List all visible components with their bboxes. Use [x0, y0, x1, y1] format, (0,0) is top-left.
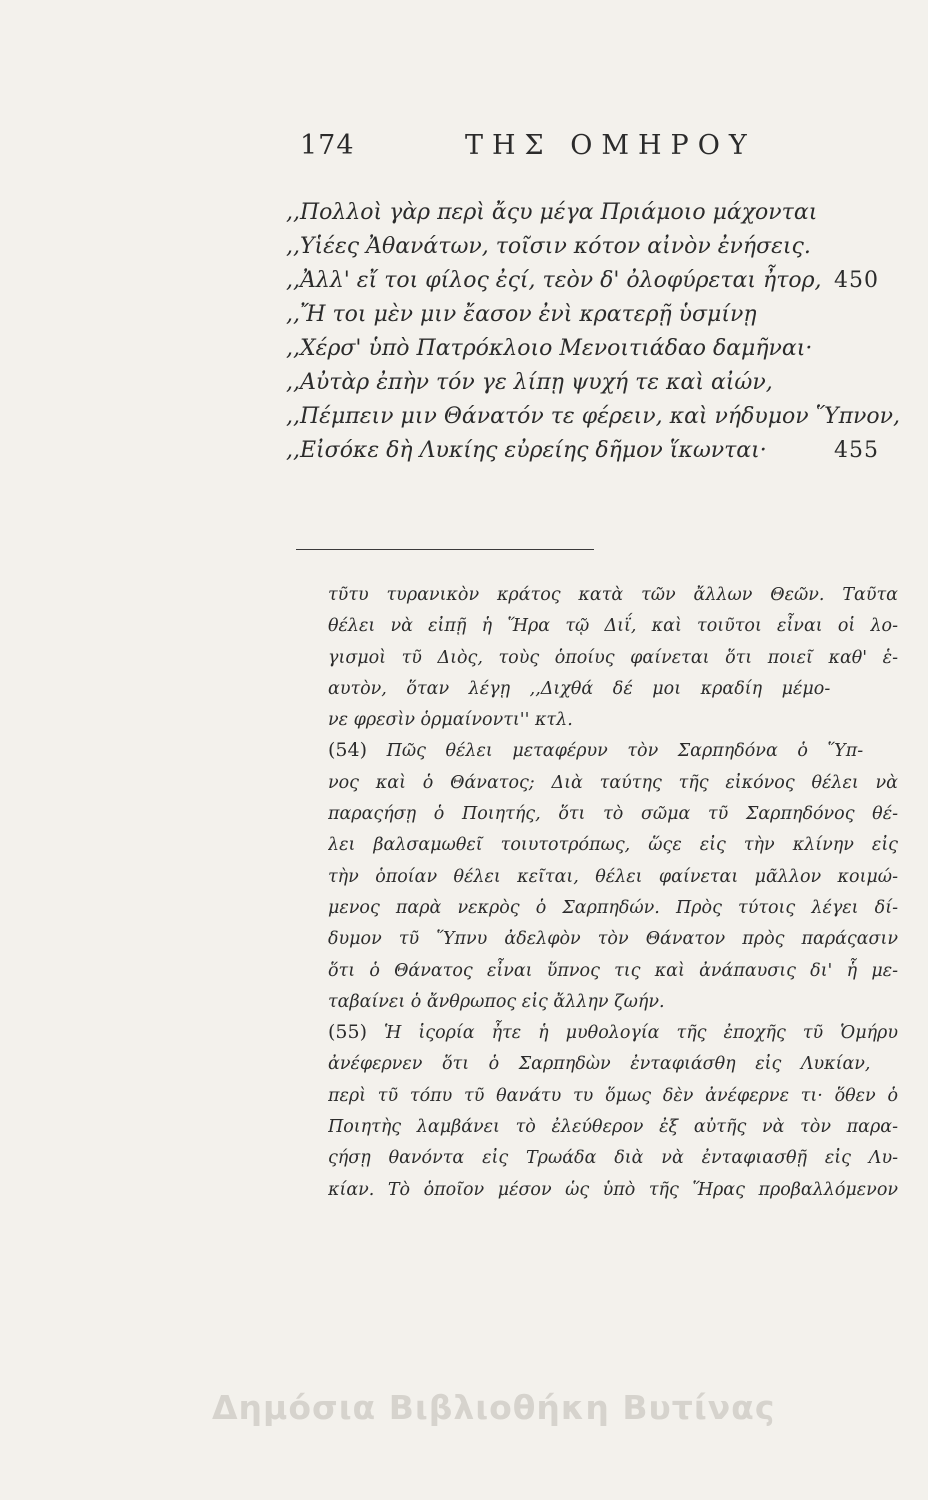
- running-title: ΤΗΣ ΟΜΗΡΟΥ: [465, 130, 756, 161]
- commentary-text: Ἡ ἱςορία ἦτε ἡ μυθολογία τῆς ἐποχῆς τῦ Ὁμήρυ: [384, 1023, 898, 1044]
- commentary-line: [328, 767, 898, 798]
- commentary-line: [328, 1111, 898, 1142]
- commentary-text: τῦτυ τυρανικὸν κράτος κατὰ τῶν ἄλλων Θεῶν. Ταῦτα: [328, 585, 898, 605]
- verse-text: ,,Ἀλλ' εἴ τοι φίλος ἐςί, τεὸν δ' ὀλοφύρεται ἦτορ,: [286, 268, 822, 293]
- line-number: 450: [834, 268, 879, 293]
- verse-text: ,,Χέρσ' ὑπὸ Πατρόκλοιο Μενοιτιάδαο δαμῆναι·: [286, 336, 813, 361]
- commentary-text: νος καὶ ὁ Θάνατος; Διὰ ταύτης τῆς εἰκόνος θέλει νὰ: [328, 772, 898, 793]
- commentary-text: περὶ τῦ τόπυ τῦ θανάτυ τυ ὅμως δὲν ἀνέφερνε τι· ὅθεν ὁ: [328, 1085, 898, 1106]
- verse-line: [286, 400, 926, 434]
- commentary-text: παραςήσῃ ὁ Ποιητής, ὅτι τὸ σῶμα τῦ Σαρπηδόνος θέ-: [328, 804, 898, 825]
- commentary-text: ὅτι ὁ Θάνατος εἶναι ὕπνος τις καὶ ἀνάπαυσις δι' ἧ με-: [328, 960, 898, 981]
- verse-line: [286, 196, 926, 230]
- commentary-block: [328, 579, 898, 1205]
- verse-line: [286, 264, 926, 298]
- commentary-line: [328, 829, 898, 860]
- verse-line: [286, 366, 926, 400]
- verse-line: [286, 332, 926, 366]
- commentary-line: [328, 955, 898, 986]
- commentary-text: τὴν ὁποίαν θέλει κεῖται, θέλει φαίνεται μᾶλλον κοιμώ-: [328, 866, 898, 887]
- verse-text: ,,Πολλοὶ γὰρ περὶ ἄςυ μέγα Πριάμοιο μάχονται: [286, 200, 818, 225]
- commentary-text: αυτὸν, ὅταν λέγῃ ,,Διχθά δέ μοι κραδίη μέμο-: [328, 678, 831, 699]
- commentary-text: μενος παρὰ νεκρὸς ὁ Σαρπηδών. Πρὸς τύτοις λέγει δί-: [328, 897, 898, 918]
- commentary-line: [328, 861, 898, 892]
- note-number: (55): [328, 1021, 368, 1044]
- commentary-text: ἀνέφερνεν ὅτι ὁ Σαρπηδὼν ἐνταφιάσθη εἰς Λυκίαν,: [328, 1054, 871, 1075]
- commentary-text: δυμον τῦ Ὕπνυ ἀδελφὸν τὸν Θάνατον πρὸς παράςασιν: [328, 929, 898, 950]
- commentary-line: [328, 704, 898, 735]
- commentary-line: [328, 923, 898, 954]
- commentary-text: γισμοὶ τῦ Διὸς, τοὺς ὁποίυς φαίνεται ὅτι ποιεῖ καθ' ἑ-: [328, 647, 898, 668]
- commentary-line: [328, 610, 898, 641]
- verse-text: ,,Πέμπειν μιν Θάνατόν τε φέρειν, καὶ νήδυμον Ὕπνον,: [286, 404, 901, 429]
- verse-block: [286, 196, 926, 468]
- commentary-line: [328, 892, 898, 923]
- commentary-text: ςήσῃ θανόντα εἰς Τρωάδα διὰ νὰ ἐνταφιασθῇ εἰς Λυ-: [328, 1148, 898, 1169]
- commentary-line: [328, 673, 898, 704]
- verse-line: [286, 230, 926, 264]
- library-watermark: Δημόσια Βιβλιοθήκη Βυτίνας: [212, 1388, 776, 1427]
- verse-text: ,,Εἰσόκε δὴ Λυκίης εὐρείης δῆμον ἵκωνται·: [286, 438, 767, 463]
- commentary-line: [328, 1080, 898, 1111]
- commentary-text: κίαν. Τὸ ὁποῖον μέσον ὡς ὑπὸ τῆς Ἥρας προβαλλόμενον: [328, 1179, 898, 1200]
- page-header: [300, 130, 800, 170]
- verse-text: ,,Αὐτὰρ ἐπὴν τόν γε λίπῃ ψυχή τε καὶ αἰών,: [286, 370, 773, 395]
- note-number: (54): [328, 739, 368, 762]
- verse-text: ,,Ἤ τοι μὲν μιν ἔασον ἐνὶ κρατερῇ ὑσμίνῃ: [286, 302, 757, 327]
- page-number: 174: [300, 130, 355, 161]
- commentary-text: Ποιητὴς λαμβάνει τὸ ἐλεύθερον ἐξ αὐτῆς νὰ τὸν παρα-: [328, 1117, 898, 1138]
- commentary-text: νε φρεσὶν ὁρμαίνοντι'' κτλ.: [328, 710, 573, 731]
- commentary-line: [328, 735, 898, 766]
- commentary-line: [328, 642, 898, 673]
- commentary-text: ταβαίνει ὁ ἄνθρωπος εἰς ἄλλην ζωήν.: [328, 991, 665, 1012]
- commentary-line: [328, 1174, 898, 1205]
- commentary-text: θέλει νὰ εἰπῇ ἡ Ἥρα τῷ Διΐ, καὶ τοιῦτοι εἶναι οἱ λο-: [328, 616, 898, 637]
- line-number: 455: [834, 438, 879, 463]
- commentary-line: [328, 579, 898, 610]
- commentary-line: [328, 986, 898, 1017]
- commentary-line: [328, 1048, 898, 1079]
- verse-line: [286, 298, 926, 332]
- commentary-line: [328, 1142, 898, 1173]
- commentary-line: [328, 798, 898, 829]
- commentary-line: [328, 1017, 898, 1048]
- verse-line: [286, 434, 926, 468]
- commentary-text: λει βαλσαμωθεῖ τοιυτοτρόπως, ὥςε εἰς τὴν κλίνην εἰς: [328, 835, 898, 856]
- separator-rule: [296, 549, 594, 550]
- commentary-text: Πῶς θέλει μεταφέρυν τὸν Σαρπηδόνα ὁ Ὕπ-: [386, 741, 864, 762]
- verse-text: ,,Υἱέες Ἀθανάτων, τοῖσιν κότον αἰνὸν ἐνήσεις.: [286, 234, 811, 259]
